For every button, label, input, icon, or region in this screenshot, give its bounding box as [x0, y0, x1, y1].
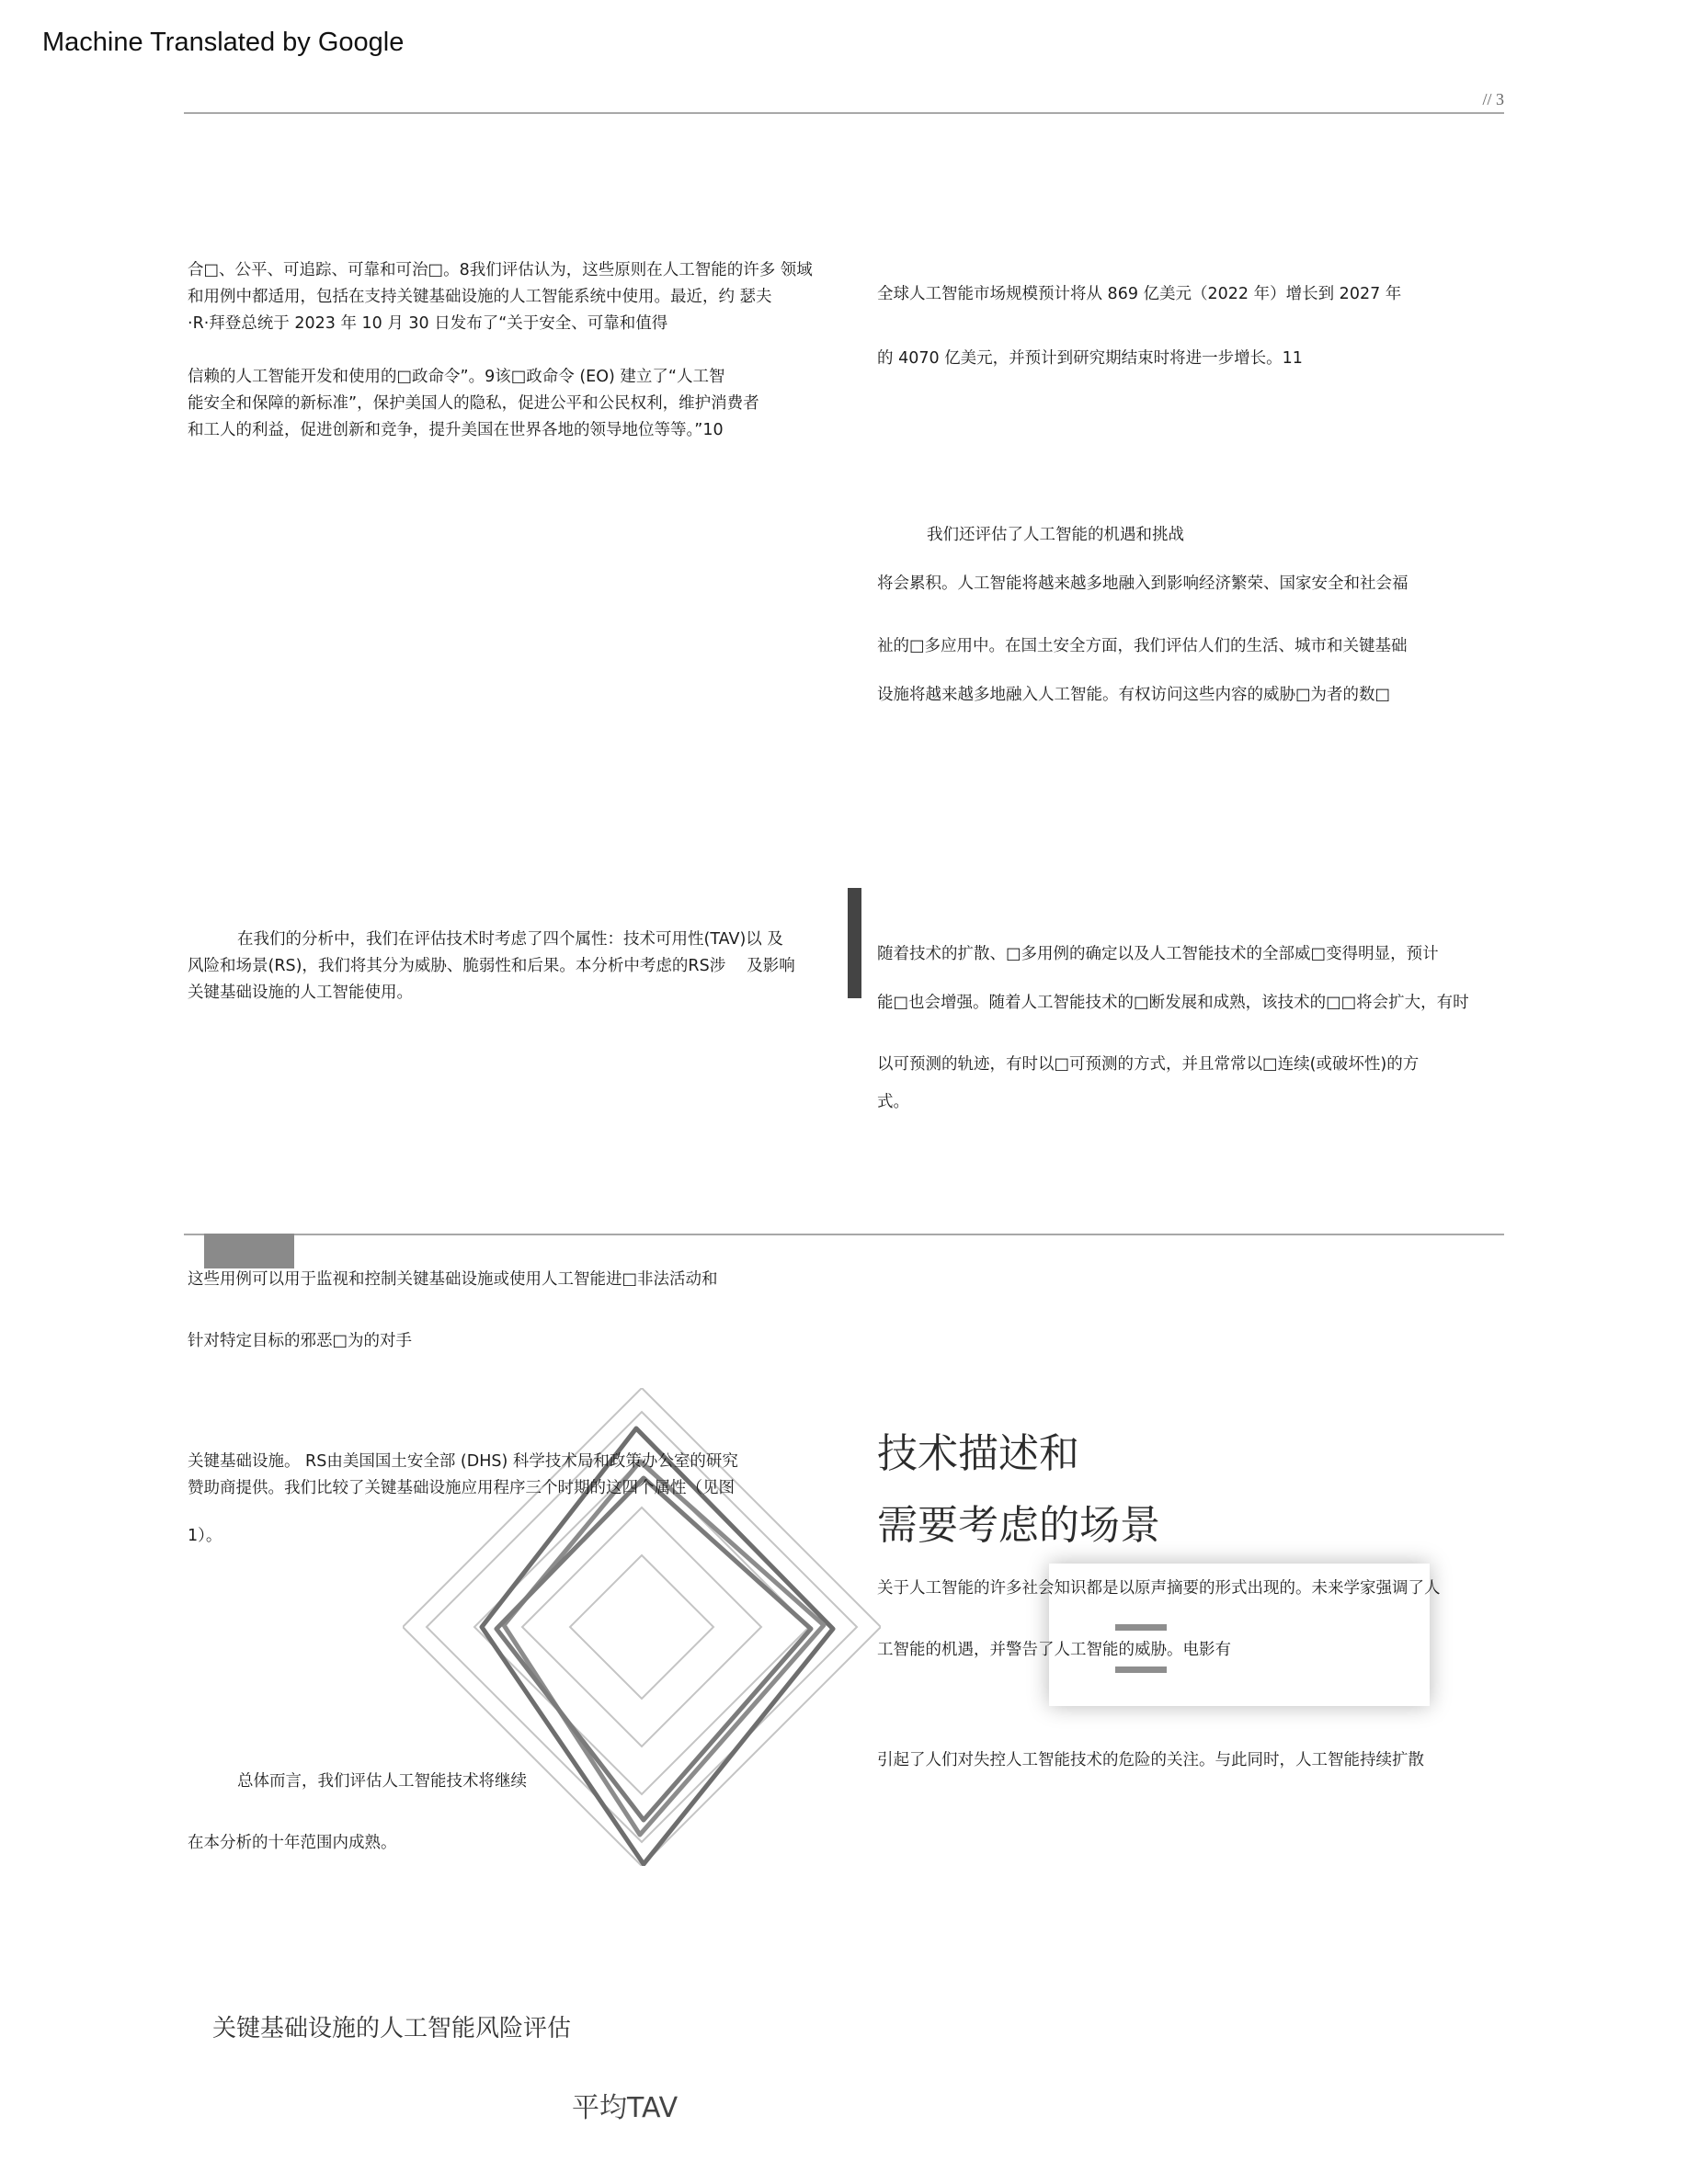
text-line: 能□也会增强。随着人工智能技术的□断发展和成熟，该技术的□□将会扩大，有时 — [877, 994, 1469, 1012]
figure-title: 关键基础设施的人工智能风险评估 — [212, 2015, 572, 2042]
text-line: 这些用例可以用于监视和控制关键基础设施或使用人工智能进□非法活动和 — [188, 1270, 718, 1289]
text-line: 关于人工智能的许多社会知识都是以原声摘要的形式出现的。未来学家强调了人 — [877, 1579, 1441, 1598]
text-line: 赞助商提供。我们比较了关键基础设施应用程序三个时期的这四个属性（见图 — [188, 1479, 735, 1497]
radar-grid-ring — [570, 1555, 713, 1699]
text-line: 以可预测的轨迹，有时以□可预测的方式，并且常常以□连续(或破坏性)的方 — [877, 1055, 1420, 1074]
text-line: 祉的□多应用中。在国土安全方面，我们评估人们的生活、城市和关键基础 — [877, 637, 1408, 655]
section-tab — [204, 1234, 294, 1268]
right-paragraph-4 — [877, 1575, 1441, 1774]
text-line: 引起了人们对失控人工智能技术的危险的关注。与此同时，人工智能持续扩散 — [877, 1751, 1424, 1769]
text-line: 能安全和保障的新标准”，保护美国人的隐私，促进公平和公民权利，维护消费者 — [188, 394, 759, 413]
text-line: 随着技术的扩散、□多用例的确定以及人工智能技术的全部威□变得明显，预计 — [877, 945, 1439, 963]
text-line: 工智能的机遇，并警告了人工智能的威胁。电影有 — [877, 1641, 1231, 1659]
text-line: 和工人的利益，促进创新和竞争，提升美国在世界各地的领导地位等等。”10 — [188, 421, 724, 439]
text-line: 关键基础设施的人工智能使用。 — [188, 984, 413, 1002]
left-paragraph-2 — [188, 927, 795, 1007]
figure-subtitle: 平均TAV — [572, 2092, 679, 2124]
text-line: 式。 — [877, 1093, 909, 1111]
left-paragraph-5 — [188, 1769, 527, 1857]
text-line: 针对特定目标的邪恶□为的对手 — [188, 1332, 413, 1350]
text-line: 将会累积。人工智能将越来越多地融入到影响经济繁荣、国家安全和社会福 — [877, 574, 1409, 593]
text-line: 设施将越来越多地融入人工智能。有权访问这些内容的威胁□为者的数□ — [877, 686, 1391, 704]
text-line: 和用例中都适用，包括在支持关键基础设施的人工智能系统中使用。最近，约 瑟夫 — [188, 288, 772, 306]
text-line: 全球人工智能市场规模预计将从 869 亿美元（2022 年）增长到 2027 年 — [877, 285, 1402, 303]
section-rule — [184, 1234, 1504, 1235]
section-heading-line-1: 技术描述和 — [877, 1430, 1079, 1477]
section-heading-line-2: 需要考虑的场景 — [877, 1502, 1160, 1549]
text-line: 1）。 — [188, 1527, 222, 1545]
text-line: 合□、公平、可追踪、可靠和可治□。8我们评估认为，这些原则在人工智能的许多 领域 — [188, 261, 813, 279]
text-line: 在我们的分析中，我们在评估技术时考虑了四个属性：技术可用性(TAV)以 及 — [237, 930, 783, 949]
header-rule — [184, 112, 1504, 114]
left-paragraph-4 — [188, 1449, 738, 1550]
text-line: 在本分析的十年范围内成熟。 — [188, 1834, 397, 1852]
page-number: // 3 — [1482, 90, 1504, 108]
right-paragraph-2 — [877, 522, 1409, 709]
right-paragraph-3 — [877, 941, 1469, 1116]
left-paragraph-1 — [188, 257, 813, 444]
text-line: 信赖的人工智能开发和使用的□政命令”。9该□政命令 (EO) 建立了“人工智 — [188, 368, 725, 386]
right-paragraph-1 — [877, 281, 1401, 372]
machine-translation-label: Machine Translated by Google — [42, 28, 405, 57]
text-line: 风险和场景(RS)，我们将其分为威胁、脆弱性和后果。本分析中考虑的RS涉 及影响 — [188, 957, 795, 975]
margin-marker-bar — [848, 888, 861, 998]
left-paragraph-3 — [188, 1267, 718, 1355]
text-line: 总体而言，我们评估人工智能技术将继续 — [237, 1772, 527, 1791]
text-line: ·R·拜登总统于 2023 年 10 月 30 日发布了“关于安全、可靠和值得 — [188, 314, 668, 333]
text-line: 我们还评估了人工智能的机遇和挑战 — [927, 526, 1184, 544]
text-line: 的 4070 亿美元，并预计到研究期结束时将进一步增长。11 — [877, 349, 1303, 368]
text-line: 关键基础设施。 RS由美国国土安全部 (DHS) 科学技术局和政策办公室的研究 — [188, 1452, 738, 1471]
